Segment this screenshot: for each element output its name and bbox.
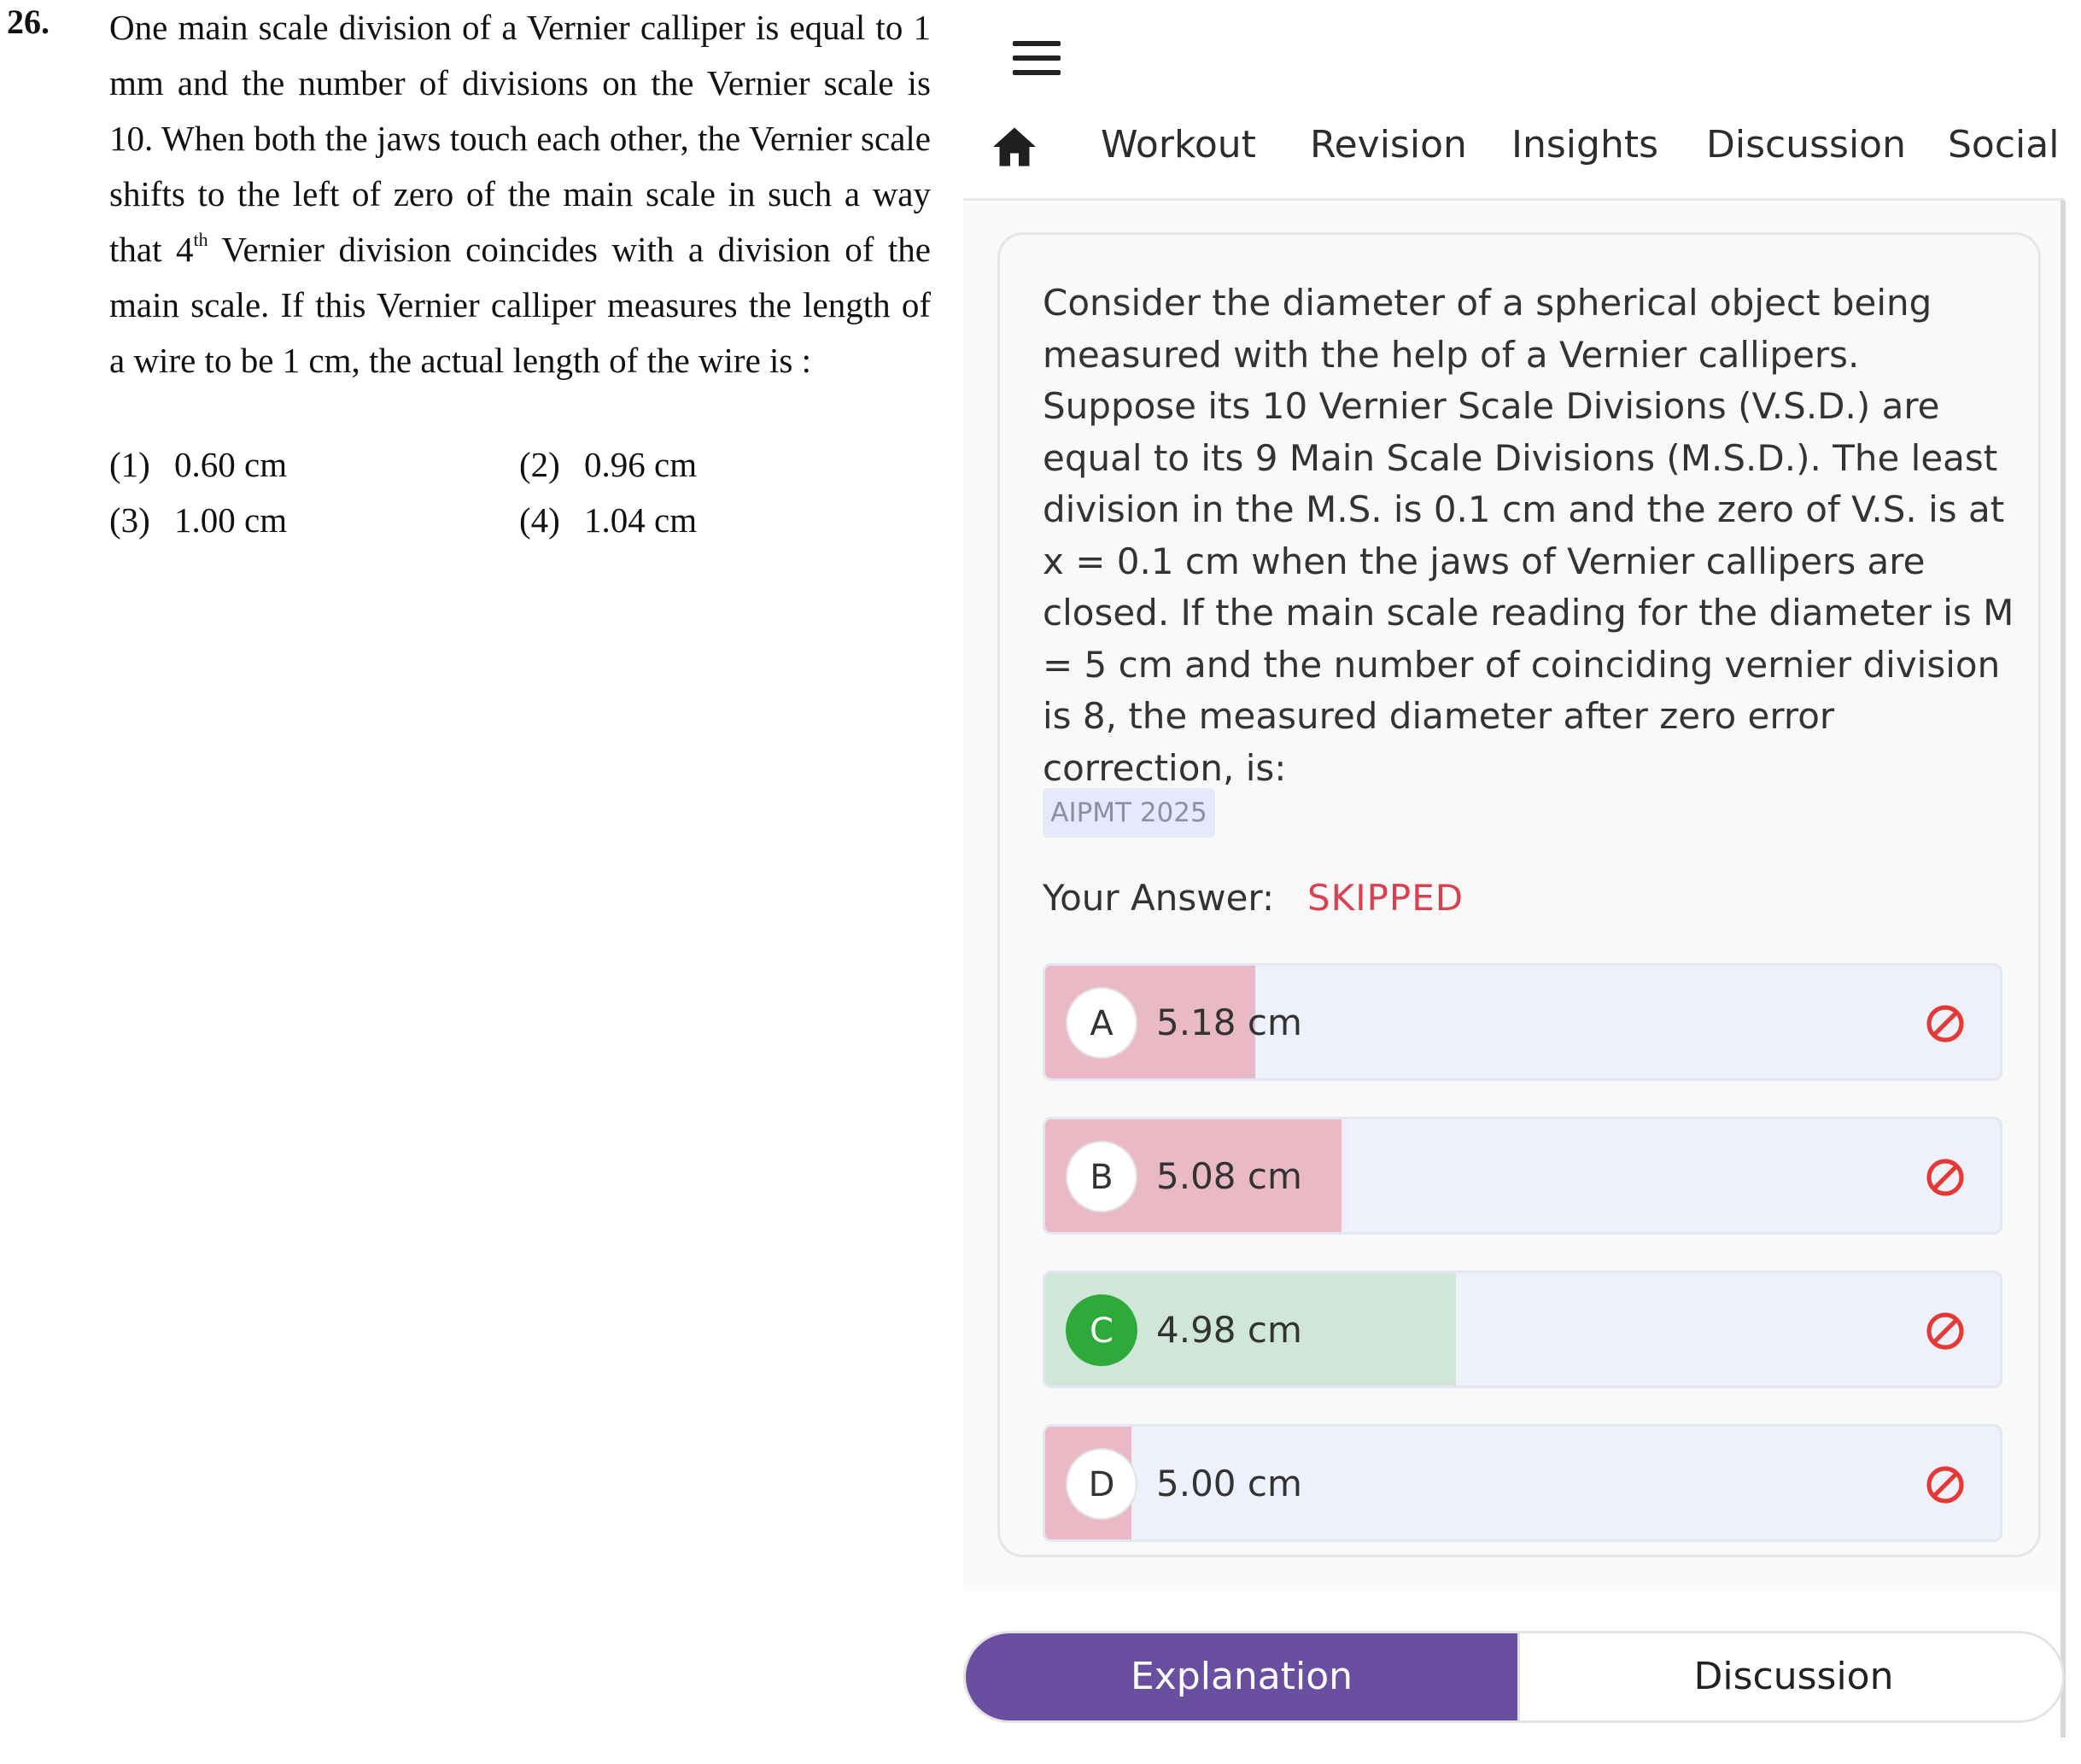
tab-workout[interactable]: Workout xyxy=(1101,123,1256,166)
option-a-value: 5.18 cm xyxy=(1156,1002,1302,1043)
exam-tag: AIPMT 2025 xyxy=(1043,788,1215,838)
question-text: Consider the diameter of a spherical object being measured with the help of a Vernier callipers. Suppose its 10 Vernier Scale Divisions (V.S.D.) are equal to its 9 Main Scale Divisions (M.S.D.). The least division in the M.S. is 0.1 cm and the zero of V.S. is at x = 0.1 cm when the jaws of Vernier callipers are closed. If the main scale reading for the diameter is M = 5 cm and the number of coinciding vernier division is 8, the measured diameter after zero error correction, is: xyxy=(1043,282,2014,789)
option-c[interactable] xyxy=(1043,1270,2002,1388)
printed-option-1: (1) 0.60 cm xyxy=(109,445,288,484)
printed-question-text-part1: One main scale division of a Vernier calliper is equal to 1 mm and the number of divisions on the Vernier scale is 10. When both the jaws touch each other, the Vernier scale shifts to the left of zero of the main scale in such a way that 4 xyxy=(109,8,931,269)
your-answer-label: Your Answer: xyxy=(1043,877,1275,919)
discussion-button[interactable]: Discussion xyxy=(1517,1633,2065,1720)
option-b-letter: B xyxy=(1066,1141,1137,1212)
your-answer-status: SKIPPED xyxy=(1307,877,1464,919)
ban-icon xyxy=(1925,1003,1966,1044)
printed-option-2: (2) 0.96 cm xyxy=(519,445,698,484)
tab-social[interactable]: Social xyxy=(1948,123,2060,166)
ban-icon xyxy=(1925,1464,1966,1505)
option-d[interactable] xyxy=(1043,1424,2002,1542)
ban-icon xyxy=(1925,1311,1966,1352)
printed-option-3: (3) 1.00 cm xyxy=(109,500,288,540)
option-d-value: 5.00 cm xyxy=(1156,1463,1302,1504)
tab-revision[interactable]: Revision xyxy=(1310,123,1467,166)
option-a[interactable] xyxy=(1043,963,2002,1081)
option-b-value: 5.08 cm xyxy=(1156,1155,1302,1197)
explanation-button[interactable]: Explanation xyxy=(966,1633,1517,1720)
top-nav xyxy=(963,111,2065,200)
question-card xyxy=(997,232,2041,1557)
menu-icon[interactable] xyxy=(1013,41,1061,75)
app-screen xyxy=(963,0,2081,1764)
printed-question-text xyxy=(109,0,931,388)
option-c-value: 4.98 cm xyxy=(1156,1309,1302,1351)
printed-question-text-part2: Vernier division coincides with a division of the main scale. If this Vernier calliper measures the length of a wire to be 1 cm, the actual length of the wire is : xyxy=(109,230,932,380)
printed-question-panel xyxy=(0,0,952,1764)
superscript-th: th xyxy=(193,229,208,250)
option-b[interactable] xyxy=(1043,1117,2002,1235)
option-d-letter: D xyxy=(1066,1448,1137,1520)
home-icon[interactable] xyxy=(989,121,1040,172)
bottom-toggle xyxy=(963,1631,2065,1723)
scrollbar[interactable] xyxy=(2061,201,2066,1738)
tab-insights[interactable]: Insights xyxy=(1511,123,1659,166)
ban-icon xyxy=(1925,1157,1966,1198)
question-number: 26. xyxy=(7,3,50,41)
tab-discussion[interactable]: Discussion xyxy=(1706,123,1906,166)
option-c-letter: C xyxy=(1066,1294,1137,1366)
option-a-letter: A xyxy=(1066,987,1137,1059)
printed-option-4: (4) 1.04 cm xyxy=(519,500,698,540)
